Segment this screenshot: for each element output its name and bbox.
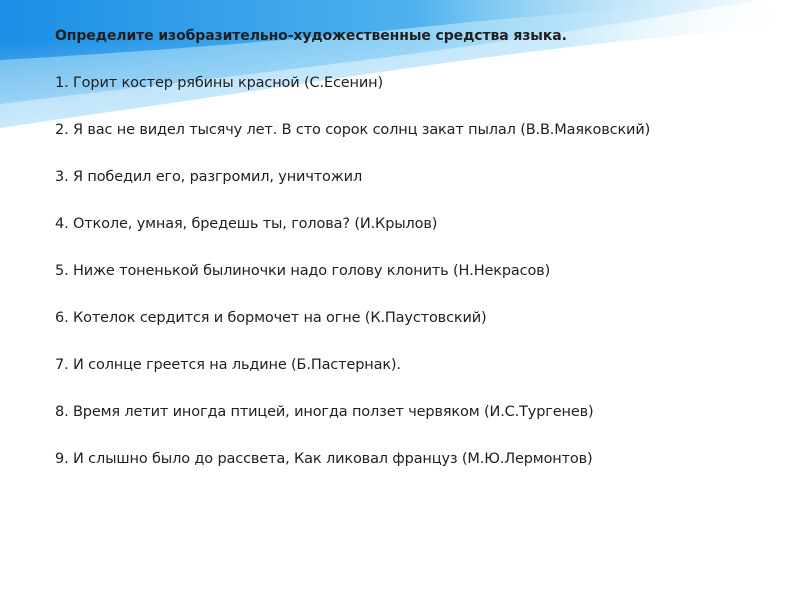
list-item: 4. Отколе, умная, бредешь ты, голова? (И.Крылов) xyxy=(55,216,438,232)
list-item: 1. Горит костер рябины красной (С.Есенин) xyxy=(55,75,383,91)
slide-content xyxy=(55,26,775,496)
examples-list xyxy=(55,73,775,469)
list-item: 7. И солнце греется на льдине (Б.Пастернак). xyxy=(55,357,401,373)
list-item: 3. Я победил его, разгромил, уничтожил xyxy=(55,169,363,185)
list-item: 8. Время летит иногда птицей, иногда ползет червяком (И.С.Тургенев) xyxy=(55,404,594,420)
list-item: 5. Ниже тоненькой былиночки надо голову клонить (Н.Некрасов) xyxy=(55,263,551,279)
slide-title: Определите изобразительно-художественные средства языка. xyxy=(55,28,567,44)
list-item: 6. Котелок сердится и бормочет на огне (К.Паустовский) xyxy=(55,310,487,326)
list-item: 2. Я вас не видел тысячу лет. В сто сорок солнц закат пылал (В.В.Маяковский) xyxy=(55,122,651,138)
list-item: 9. И слышно было до рассвета, Как ликовал француз (М.Ю.Лермонтов) xyxy=(55,451,593,467)
